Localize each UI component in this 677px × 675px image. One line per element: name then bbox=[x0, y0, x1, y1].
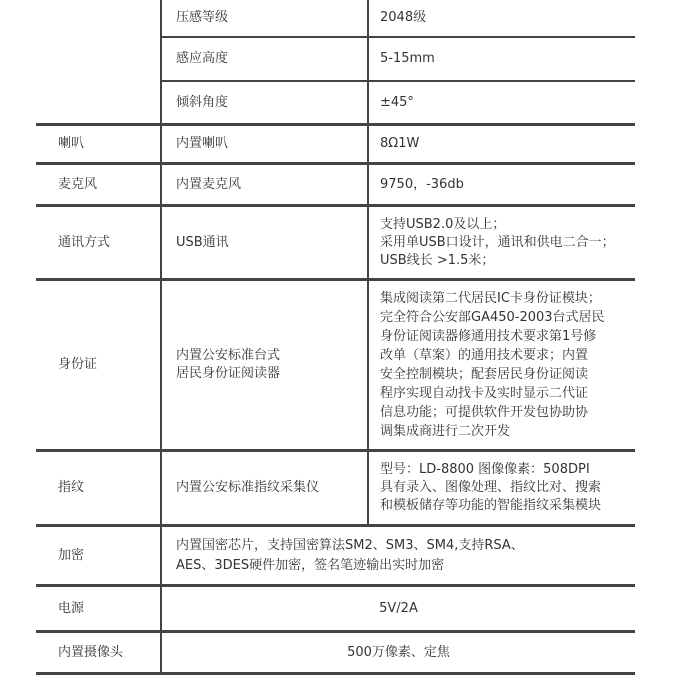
spec-line: 集成阅读第二代居民IC卡身份证模块； bbox=[380, 291, 601, 306]
spec-line: 采用单USB口设计，通讯和供电二合一； bbox=[380, 234, 615, 250]
spec-line: 具有录入、图像处理、指纹比对、搜索 bbox=[380, 480, 602, 495]
category-label: 内置摄像头 bbox=[58, 644, 124, 660]
spec-line: 程序实现自动找卡及实时显示二代证 bbox=[380, 386, 589, 401]
table-row-fingerprint bbox=[0, 452, 677, 524]
table-row-idcard bbox=[0, 281, 677, 449]
category-label: 指纹 bbox=[58, 480, 85, 495]
item-spec bbox=[369, 281, 635, 449]
item-spec: ±45° bbox=[380, 94, 414, 110]
table-row-speaker bbox=[0, 126, 677, 162]
category-label: 麦克风 bbox=[58, 176, 98, 192]
item-spec: 2048级 bbox=[380, 10, 427, 25]
item-spec bbox=[162, 527, 635, 584]
item-spec bbox=[369, 207, 635, 278]
table-row-camera bbox=[0, 633, 677, 672]
spec-line: 安全控制模块；配套居民身份证阅读 bbox=[380, 367, 589, 382]
item-spec: 5-15mm bbox=[380, 51, 435, 66]
item-name: USB通讯 bbox=[176, 234, 229, 250]
category-label: 通讯方式 bbox=[58, 234, 111, 250]
spec-line: 和模板储存等功能的智能指纹采集模块 bbox=[380, 498, 602, 513]
spec-line: 信息功能；可提供软件开发包协助协 bbox=[380, 405, 589, 420]
item-spec bbox=[369, 452, 635, 524]
item-spec: 8Ω1W bbox=[380, 136, 420, 151]
item-name: 倾斜角度 bbox=[176, 94, 229, 110]
spec-line: 完全符合公安部GA450-2003台式居民 bbox=[380, 310, 605, 325]
item-name: 内置喇叭 bbox=[176, 136, 229, 151]
name-line: 居民身份证阅读器 bbox=[176, 366, 281, 381]
table-row-encryption bbox=[0, 527, 677, 584]
table-row-comm bbox=[0, 207, 677, 278]
table-row-mic bbox=[0, 165, 677, 204]
spec-line: 身份证阅读器修通用技术要求第1号修 bbox=[380, 329, 597, 344]
spec-line: 内置国密芯片，支持国密算法SM2、SM3、SM4,支持RSA、 bbox=[176, 537, 524, 553]
spec-line: 改单（草案）的通用技术要求；内置 bbox=[380, 348, 589, 363]
spec-line: 调集成商进行二次开发 bbox=[380, 424, 511, 439]
item-spec: 5V/2A bbox=[379, 600, 418, 616]
category-label: 喇叭 bbox=[58, 136, 85, 151]
table-row-tilt bbox=[0, 82, 677, 123]
category-label: 电源 bbox=[58, 600, 85, 616]
item-spec: 500万像素、定焦 bbox=[347, 644, 450, 660]
item-name: 感应高度 bbox=[176, 51, 229, 66]
category-label: 加密 bbox=[58, 547, 85, 563]
item-name: 压感等级 bbox=[176, 10, 229, 25]
item-name bbox=[162, 281, 367, 449]
spec-line: 支持USB2.0及以上； bbox=[380, 216, 506, 232]
table-row-power bbox=[0, 587, 677, 630]
name-line: 内置公安标准台式 bbox=[176, 348, 281, 363]
spec-line: AES、3DES硬件加密，签名笔迹输出实时加密 bbox=[176, 557, 445, 573]
spec-line: USB线长 >1.5米； bbox=[380, 252, 495, 268]
table-row-height bbox=[0, 38, 677, 80]
item-name: 内置公安标准指纹采集仪 bbox=[176, 480, 320, 495]
item-spec: 9750，-36db bbox=[380, 176, 464, 192]
item-name: 内置麦克风 bbox=[176, 176, 242, 192]
category-label: 身份证 bbox=[58, 357, 98, 372]
spec-line: 型号：LD-8800 图像像素：508DPI bbox=[380, 462, 590, 477]
table-row-pressure bbox=[0, 0, 677, 36]
